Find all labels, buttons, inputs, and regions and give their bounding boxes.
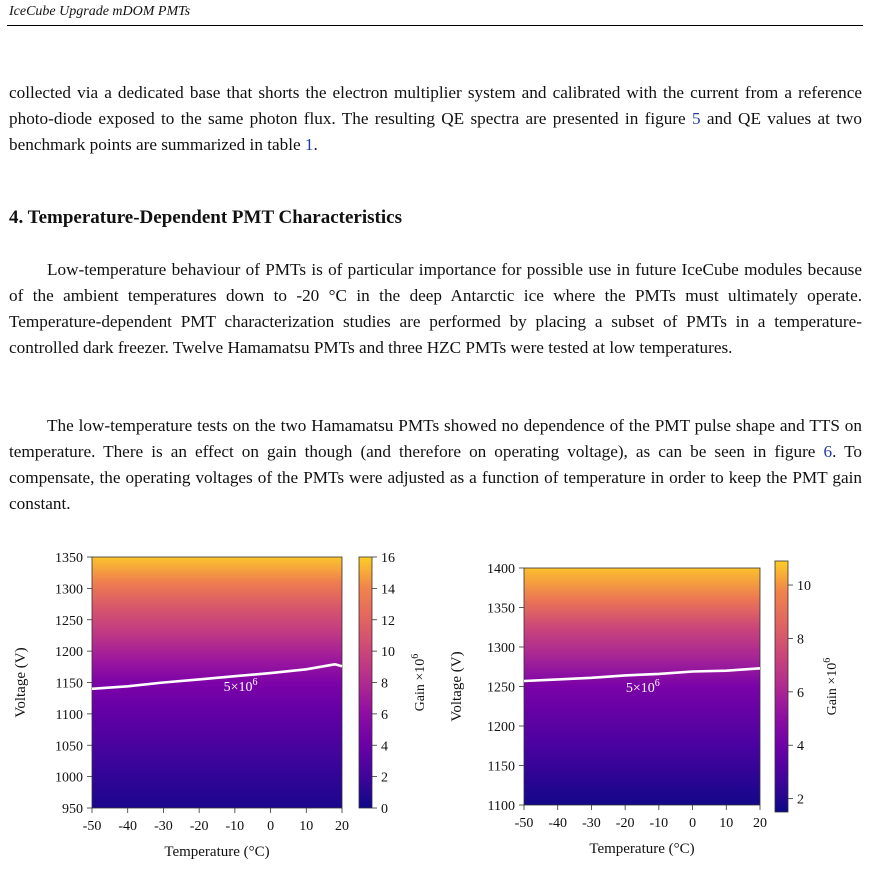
running-head: IceCube Upgrade mDOM PMTs (9, 4, 191, 19)
colorbar-tick-label: 4 (797, 739, 804, 755)
x-axis-label: Temperature (°C) (164, 844, 270, 860)
colorbar-tick-label: 16 (381, 551, 395, 566)
intro-text: collected via a dedicated base that shorts the electron multiplier system and calibrated with the current from a reference photo-diode exposed to the same photon flux. The resulting QE spectra are presented in figure (9, 83, 862, 128)
y-tick-label: 1350 (55, 551, 83, 566)
colorbar-label: Gain $\times 10^6$ (822, 657, 840, 716)
intro-text-end: . (313, 135, 318, 154)
x-tick-label: 20 (335, 819, 349, 834)
header-rule (7, 25, 863, 26)
y-tick-label: 1150 (487, 759, 515, 775)
y-tick-label: 1300 (487, 641, 515, 656)
y-tick-label: 1250 (487, 680, 515, 696)
x-tick-label: 0 (689, 816, 697, 831)
paragraph-tests-text: The low-temperature tests on the two Hamamatsu PMTs showed no dependence of the PMT pulse shape and TTS on temperature. There is an effect on gain though (and therefore on operating voltage), as can be seen in figure (9, 416, 862, 461)
x-tick-label: -10 (649, 816, 669, 831)
x-tick-label: -20 (189, 819, 209, 834)
x-tick-label: 10 (299, 819, 314, 834)
colorbar-tick-label: 6 (797, 685, 804, 701)
x-tick-label: -50 (514, 816, 534, 831)
x-tick-label: 0 (267, 819, 275, 834)
colorbar-tick-label: 10 (381, 645, 395, 661)
figure-ref-link[interactable]: 5 (691, 109, 701, 128)
paragraph-tests (9, 413, 862, 517)
y-tick-label: 950 (62, 802, 83, 817)
heatmap-field (92, 557, 342, 808)
x-axis-label: Temperature (°C) (589, 841, 695, 857)
y-tick-label: 1200 (487, 720, 515, 735)
colorbar-tick-label: 10 (797, 579, 811, 595)
section-number: 4. (9, 207, 24, 228)
y-tick-label: 1150 (55, 676, 83, 692)
y-tick-label: 1350 (487, 601, 515, 617)
colorbar-tick-label: 0 (381, 802, 388, 817)
colorbar (775, 561, 788, 812)
x-tick-label: -20 (615, 816, 635, 831)
y-tick-label: 1000 (55, 770, 83, 786)
y-tick-label: 1100 (487, 799, 515, 814)
heatmap-right (449, 561, 840, 857)
x-tick-label: -50 (82, 819, 102, 834)
x-tick-label: -30 (582, 816, 601, 831)
y-axis-label: Voltage (V) (13, 647, 29, 718)
y-tick-label: 1200 (55, 645, 83, 661)
colorbar-tick-label: 8 (381, 676, 388, 692)
y-tick-label: 1250 (55, 613, 83, 629)
paragraph-tests-text-end: . To compensate, the operating voltages of the PMTs were adjusted as a function of temperature in order to keep the PMT gain constant. (9, 442, 862, 513)
table-ref-link[interactable]: 1 (304, 135, 314, 154)
colorbar (359, 557, 372, 808)
colorbar-tick-label: 8 (797, 632, 804, 648)
paragraph-low-temperature: Low-temperature behaviour of PMTs is of particular importance for possible use in future IceCube modules because of the ambient temperatures down to -20 °C in the deep Antarctic ice where the PMTs must ultimately operate. Temperature-dependent PMT characterization studies are performed by placing a subset of PMTs in a temperature-controlled dark freezer. Twelve Hamamatsu PMTs and three HZC PMTs were tested at low temperatures. (9, 260, 862, 357)
colorbar-tick-label: 2 (381, 770, 388, 786)
section-title: Temperature-Dependent PMT Characteristics (27, 207, 402, 228)
colorbar-tick-label: 6 (381, 707, 388, 723)
x-tick-label: -10 (225, 819, 245, 834)
figure-6 (0, 545, 871, 870)
colorbar-tick-label: 14 (381, 582, 395, 598)
x-tick-label: 10 (719, 816, 734, 831)
contour-label: $5\times 10^6$ (223, 677, 258, 696)
intro-paragraph (9, 80, 862, 158)
colorbar-tick-label: 12 (381, 613, 395, 629)
heatmap-left (13, 551, 428, 860)
x-tick-label: -30 (154, 819, 173, 834)
x-tick-label: -40 (118, 819, 138, 834)
figure-6-ref-link[interactable]: 6 (823, 442, 833, 461)
colorbar-tick-label: 4 (381, 739, 388, 755)
colorbar-tick-label: 2 (797, 792, 804, 808)
colorbar-label: Gain $\times 10^6$ (410, 653, 428, 712)
intro-text-middle: and QE values at two benchmark points are summarized in table (9, 109, 863, 154)
y-tick-label: 1300 (55, 582, 83, 598)
y-tick-label: 1100 (55, 707, 83, 723)
y-tick-label: 1050 (55, 739, 83, 755)
x-tick-label: 20 (753, 816, 767, 831)
contour-label: $5\times 10^6$ (625, 677, 660, 696)
y-axis-label: Voltage (V) (449, 651, 465, 722)
y-tick-label: 1400 (487, 562, 515, 577)
x-tick-label: -40 (548, 816, 568, 831)
section-heading (9, 207, 402, 229)
